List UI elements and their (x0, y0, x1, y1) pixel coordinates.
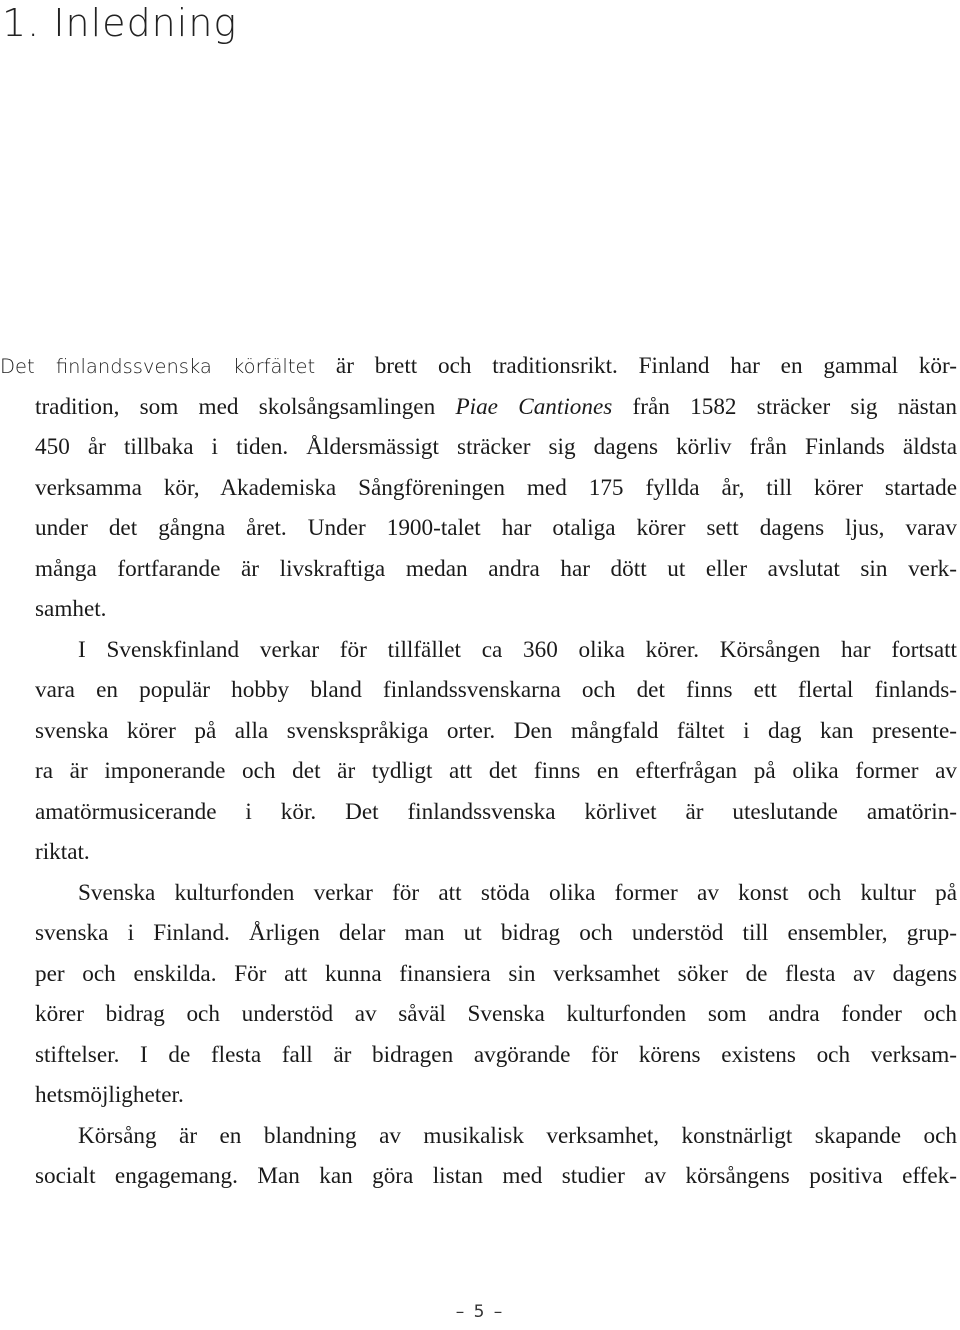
text-line: körer bidrag och understöd av såväl Svenska kulturfonden som andra fonder och (35, 1001, 957, 1027)
text-line: verksamma kör, Akademiska Sångföreningen med 175 fyllda år, till körer startade (35, 474, 957, 501)
text-line: riktat. (35, 839, 90, 865)
text-line: hetsmöjligheter. (35, 1082, 184, 1108)
text-line: Det finlandssvenska körfältet är brett och traditionsrikt. Finland har en gammal kör- (0, 353, 957, 379)
book-title: Piae Cantiones (455, 393, 613, 420)
text-line: socialt engagemang. Man kan göra listan med studier av körsångens positiva effek- (35, 1163, 957, 1189)
text-line: tradition, som med skolsångsamlingen Piae Cantiones från 1582 sträcker sig nästan (35, 393, 957, 420)
text-line: vara en populär hobby bland finlandssvenskarna och det finns ett flertal finlands- (35, 677, 957, 703)
page-number: – 5 – (455, 1302, 505, 1322)
text-line: ra är imponerande och det är tydligt att det finns en efterfrågan på olika former av (35, 758, 957, 784)
text-line: svenska i Finland. Årligen delar man ut bidrag och understöd till ensembler, grup- (35, 920, 957, 946)
text-line: Svenska kulturfonden verkar för att stöda olika former av konst och kultur på (78, 879, 957, 906)
text-line: 450 år tillbaka i tiden. Åldersmässigt sträcker sig dagens körliv från Finlands äldsta (35, 434, 957, 460)
text-line: under det gångna året. Under 1900-talet har otaliga körer sett dagens ljus, varav (35, 515, 957, 541)
text-line: I Svenskfinland verkar för tillfället ca 360 olika körer. Körsången har fortsatt (78, 636, 957, 663)
text-line: många fortfarande är livskraftiga medan andra har dött ut eller avslutat sin verk- (35, 555, 957, 582)
text-line: samhet. (35, 596, 107, 622)
text-line: Körsång är en blandning av musikalisk verksamhet, konstnärligt skapande och (78, 1122, 957, 1149)
text-line: svenska körer på alla svenskspråkiga orter. Den mångfald fältet i dag kan presente- (35, 717, 957, 744)
lead-in-text: Det finlandssvenska körfältet (0, 355, 316, 378)
text-line: stiftelser. I de flesta fall är bidragen avgörande för körens existens och verksam- (35, 1041, 957, 1068)
chapter-heading: 1. Inledning (2, 1, 238, 45)
body-text (0, 346, 957, 1197)
text-line: amatörmusicerande i kör. Det finlandssvenska körlivet är uteslutande amatörin- (35, 798, 957, 825)
text-line: per och enskilda. För att kunna finansiera sin verksamhet söker de flesta av dagens (35, 960, 957, 987)
